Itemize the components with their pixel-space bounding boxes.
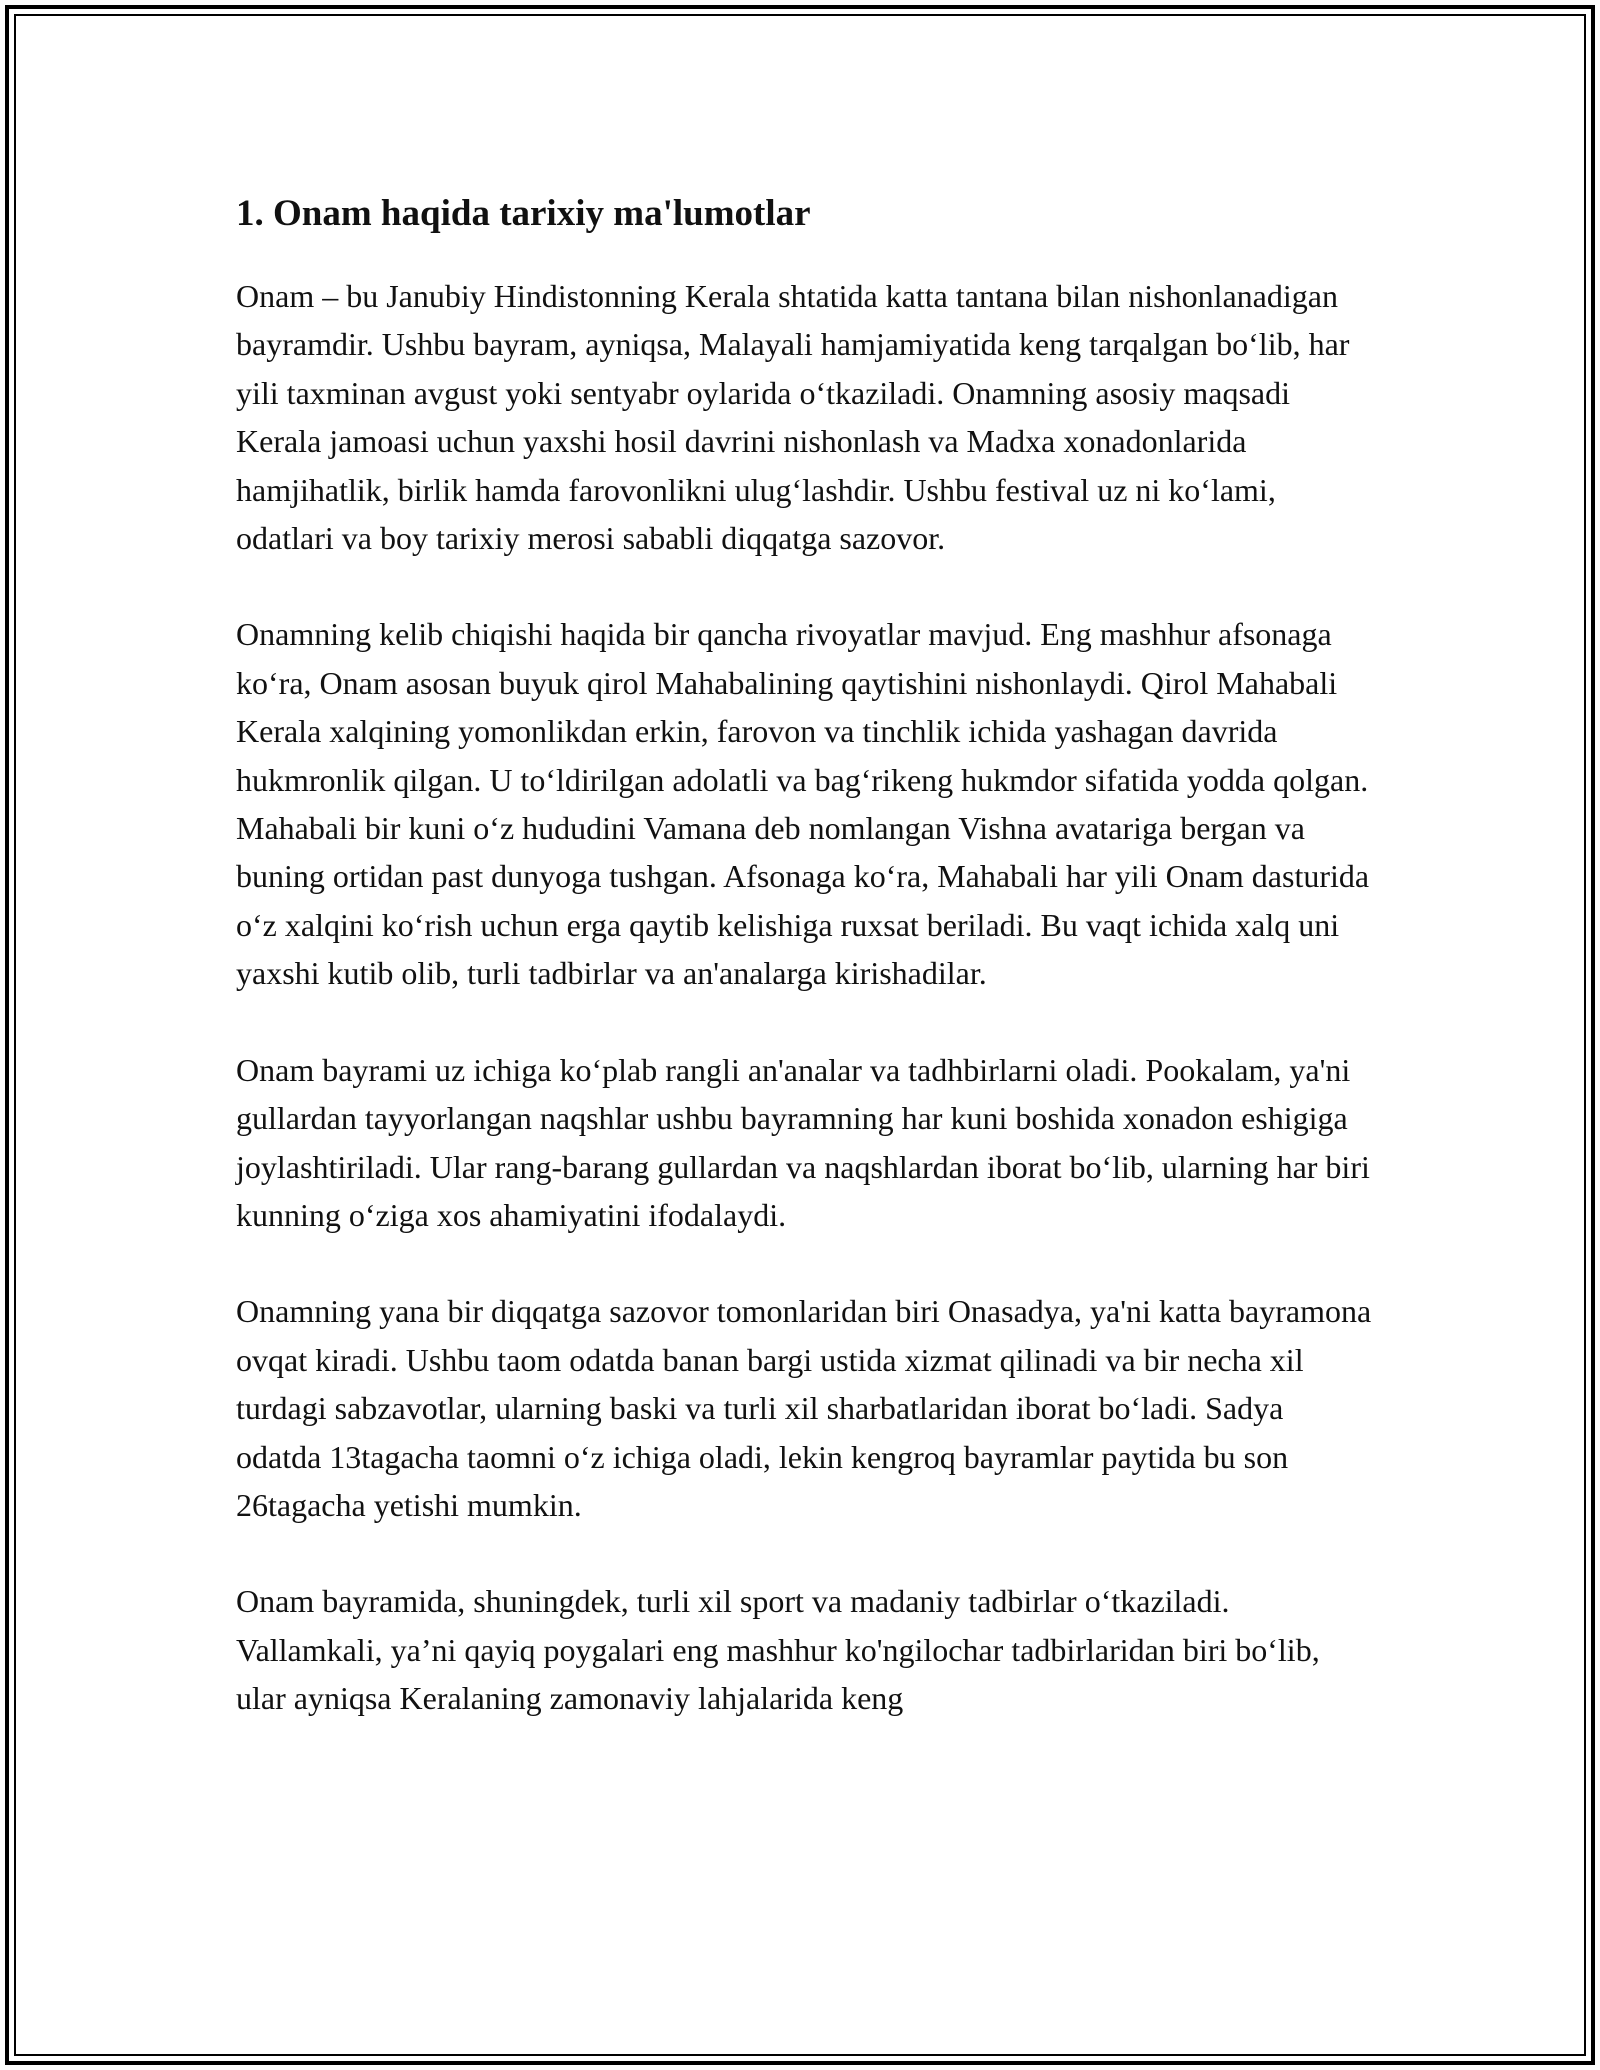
paragraph-4: Onamning yana bir diqqatga sazovor tomonlaridan biri Onasadya, ya'ni katta bayramona ovqat kiradi. Ushbu taom odatda banan bargi ustida xizmat qilinadi va bir necha xil turdagi sabzavotlar, ularning baski va turli xil sharbatlaridan iborat bo‘ladi. Sadya odatda 13tagacha taomni o‘z ichiga oladi, lekin kengroq bayramlar paytida bu son 26tagacha yetishi mumkin. bbox=[236, 1293, 1372, 1523]
document-body bbox=[236, 186, 1376, 1771]
section-heading: 1. Onam haqida tarixiy ma'lumotlar bbox=[236, 193, 811, 234]
paragraph-1: Onam – bu Janubiy Hindistonning Kerala shtatida katta tantana bilan nishonlanadigan bayramdir. Ushbu bayram, ayniqsa, Malayali hamjamiyatida keng tarqalgan bo‘lib, har yili taxminan avgust yoki sentyabr oylarida o‘tkaziladi. Onamning asosiy maqsadi Kerala jamoasi uchun yaxshi hosil davrini nishonlash va Madxa xonadonlarida hamjihatlik, birlik hamda farovonlikni ulug‘lashdir. Ushbu festival uz ni ko‘lami, odatlari va boy tarixiy merosi sababli diqqatga sazovor. bbox=[236, 278, 1350, 557]
paragraph-2: Onamning kelib chiqishi haqida bir qancha rivoyatlar mavjud. Eng mashhur afsonaga ko‘ra, Onam asosan buyuk qirol Mahabalining qaytishini nishonlaydi. Qirol Mahabali Kerala xalqining yomonlikdan erkin, farovon va tinchlik ichida yashagan davrida hukmronlik qilgan. U to‘ldirilgan adolatli va bag‘rikeng hukmdor sifatida yodda qolgan. Mahabali bir kuni o‘z hududini Vamana deb nomlangan Vishna avatariga bergan va buning ortidan past dunyoga tushgan. Afsonaga ko‘ra, Mahabali har yili Onam dasturida o‘z xalqini ko‘rish uchun erga qaytib kelishiga ruxsat beriladi. Bu vaqt ichida xalq uni yaxshi kutib olib, turli tadbirlar va an'analarga kirishadilar. bbox=[236, 616, 1370, 992]
paragraph-5: Onam bayramida, shuningdek, turli xil sport va madaniy tadbirlar o‘tkaziladi. Vallamkali, ya’ni qayiq poygalari eng mashhur ko'ngilochar tadbirlaridan biri bo‘lib, ular ayniqsa Keralaning zamonaviy lahjalarida keng bbox=[236, 1583, 1320, 1717]
paragraph-3: Onam bayrami uz ichiga ko‘plab rangli an'analar va tadhbirlarni oladi. Pookalam, ya'ni gullardan tayyorlangan naqshlar ushbu bayramning har kuni boshida xonadon eshigiga joylashtiriladi. Ular rang-barang gullardan va naqshlardan iborat bo‘lib, ularning har biri kunning o‘ziga xos ahamiyatini ifodalaydi. bbox=[236, 1051, 1370, 1233]
